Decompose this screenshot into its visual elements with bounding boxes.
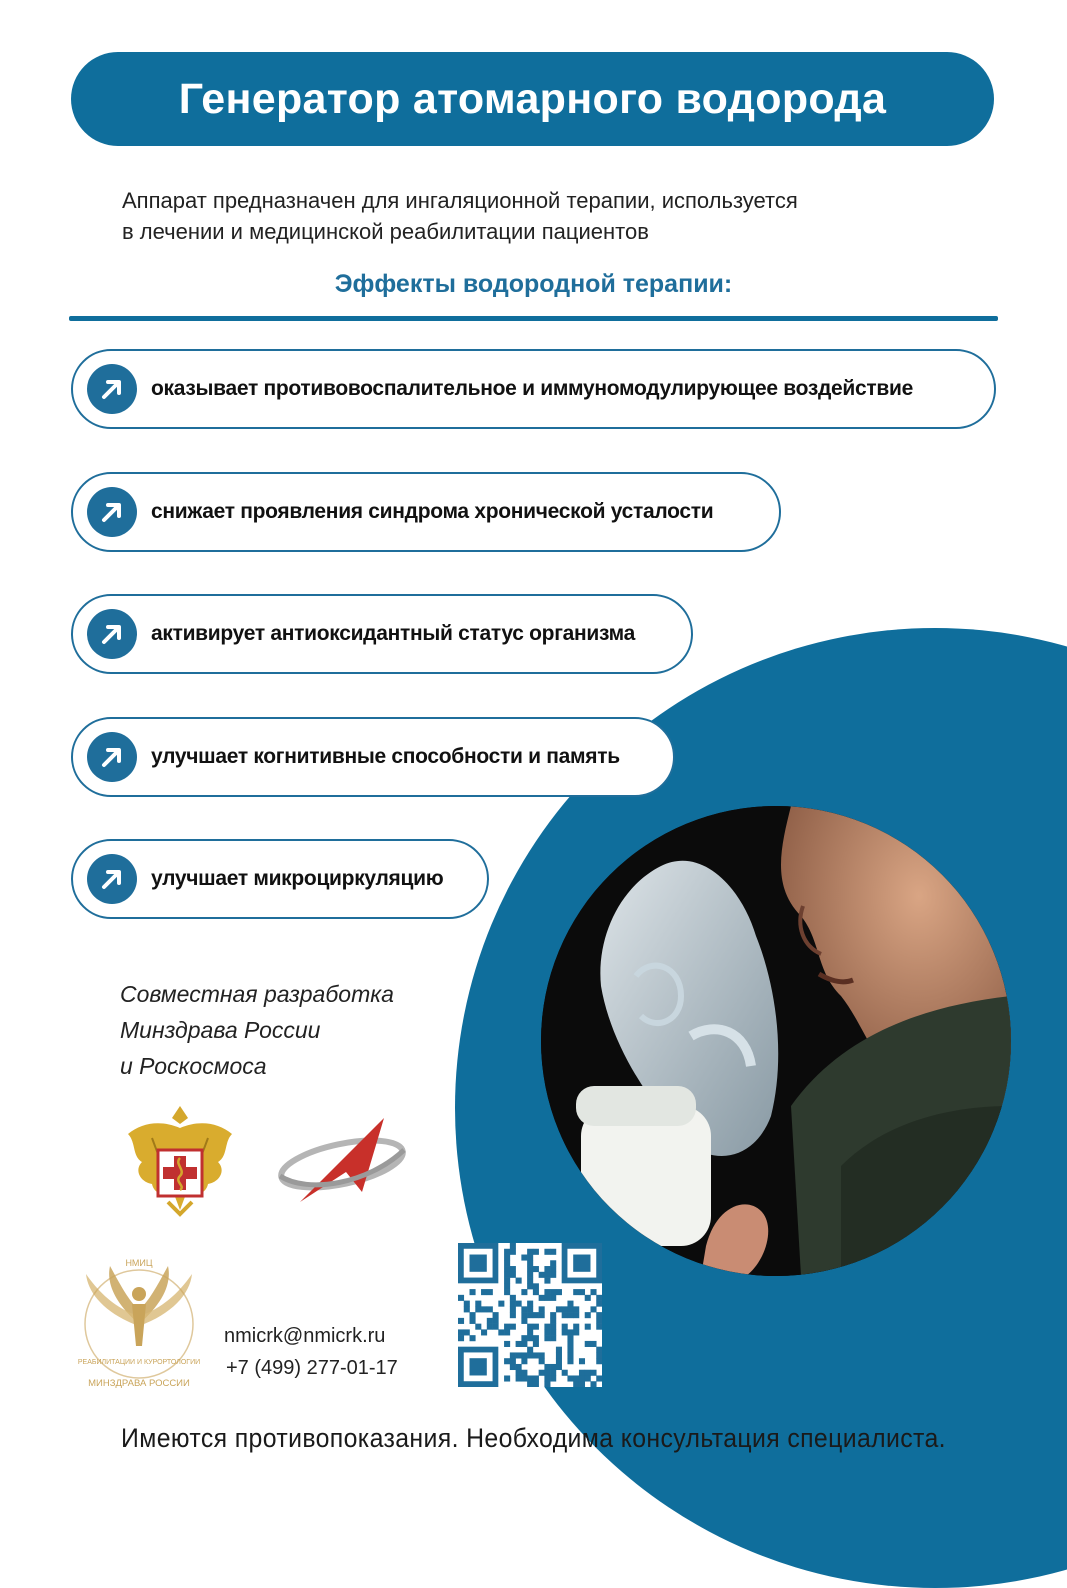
intro-line-1: Аппарат предназначен для ингаляционной терапии, используется: [122, 188, 798, 213]
effect-item-anti-inflammatory: [71, 349, 996, 429]
effect-label: оказывает противовоспалительное и иммуномодулирующее воздействие: [151, 377, 913, 400]
joint-line-2: Минздрава России: [120, 1017, 321, 1043]
effect-label: улучшает когнитивные способности и память: [151, 745, 620, 768]
page-title: Генератор атомарного водорода: [178, 74, 887, 123]
title-banner: [71, 52, 994, 146]
nmic-top-text: НМИЦ: [125, 1258, 153, 1268]
nmic-ring-text: РЕАБИЛИТАЦИИ И КУРОРТОЛОГИИ: [77, 1359, 201, 1366]
effect-item-cognitive: [71, 717, 675, 797]
effect-label: снижает проявления синдрома хронической усталости: [151, 500, 714, 523]
arrow-up-right-icon: [87, 487, 137, 537]
effect-item-microcirculation: [71, 839, 489, 919]
intro-text: [122, 185, 982, 247]
roscosmos-logo: [278, 1114, 412, 1211]
joint-development-text: [120, 976, 394, 1084]
arrow-up-right-icon: [87, 609, 137, 659]
qr-code[interactable]: [458, 1243, 602, 1387]
contact-phone[interactable]: +7 (499) 277-01-17: [226, 1357, 398, 1379]
contacts: [224, 1320, 398, 1384]
arrow-up-right-icon: [87, 732, 137, 782]
effects-heading: Эффекты водородной терапии:: [334, 270, 733, 298]
joint-line-3: и Роскосмоса: [120, 1053, 267, 1079]
contact-email[interactable]: nmicrk@nmicrk.ru: [224, 1325, 386, 1347]
effect-label: активирует антиоксидантный статус организма: [151, 622, 635, 645]
contraindications-footer: Имеются противопоказания. Необходима консультация специалиста.: [121, 1423, 946, 1453]
effect-label: улучшает микроциркуляцию: [151, 867, 444, 890]
effect-item-fatigue: [71, 472, 781, 552]
ministry-of-health-emblem: [122, 1098, 238, 1227]
heading-divider: [69, 316, 998, 321]
arrow-up-right-icon: [87, 364, 137, 414]
arrow-up-right-icon: [87, 854, 137, 904]
inhalation-mask-photo: [541, 806, 1011, 1276]
nmic-logo: [76, 1254, 202, 1399]
intro-line-2: в лечении и медицинской реабилитации пациентов: [122, 219, 649, 244]
effect-item-antioxidant: [71, 594, 693, 674]
joint-line-1: Совместная разработка: [120, 981, 394, 1007]
nmic-bottom-text: МИНЗДРАВА РОССИИ: [88, 1378, 190, 1389]
